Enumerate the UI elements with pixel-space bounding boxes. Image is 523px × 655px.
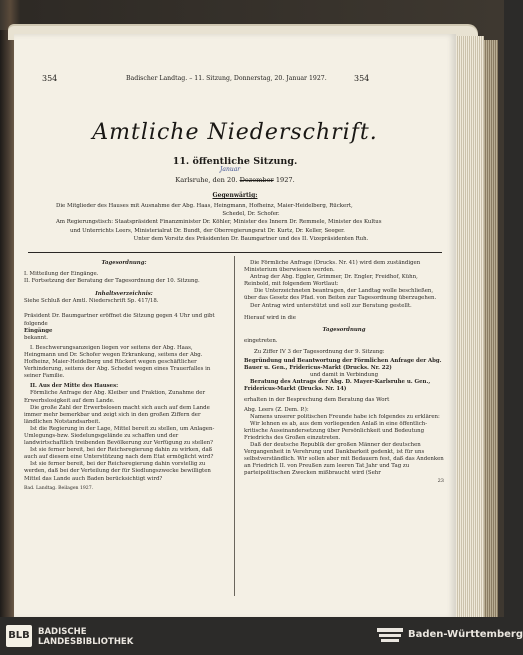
book-cover-edge xyxy=(484,40,498,617)
right-bold-paragraph: Beratung des Antrags der Abg. D. Mayer-Karlsruhe u. Gen., Fridericus-Markt (Drucks. Nr. 14) xyxy=(244,379,431,393)
left-paragraph: Präsident Dr. Baumgartner eröffnet die Sitzung gegen 4 Uhr und gibt folgende xyxy=(24,313,215,327)
left-paragraph: I. Beschwerungsanzeigen liegen vor seitens der Abg. Haas, Heingmann und Dr. Schofer wegen Erkrankung, seitens der Abg. Hofheinz, Maier-Heidelberg und Rückert wegen geschäftlicher Verhinderung, seitens der Abg. Schedel wegen eines Trauerfalles in seiner Familie. xyxy=(24,344,211,380)
running-title: Badischer Landtag. – 11. Sitzung, Donnerstag, 20. Januar 1927. xyxy=(126,75,327,82)
agenda-heading-right: Tagesordnung xyxy=(322,326,366,333)
left-paragraph: Ist sie ferner bereit, bei der Reichsregierung dahin zu wirken, daß auch auf diesem eine Unterstützung nach dem Etat ermöglicht wird? xyxy=(24,447,214,461)
present-line: Die Mitglieder des Hauses mit Ausnahme der Abg. Haas, Heingmann, Hofheinz, Maier-Heidelberg, Rückert, xyxy=(56,203,353,209)
state-name[interactable]: Baden-Württemberg xyxy=(408,629,523,640)
document-page xyxy=(14,34,456,619)
incoming-heading: Eingänge xyxy=(24,327,53,334)
left-paragraph: bekannt. xyxy=(24,334,48,341)
page-number-right: 354 xyxy=(354,74,370,83)
right-paragraph: Wir lehnen es ab, aus dem vorliegenden Anlaß in eine öffentlich-kritische Auseinandersetzung über Persönlichkeit und Bedeutung Friedrichs des Großen einzutreten. xyxy=(244,420,428,441)
right-column xyxy=(244,260,444,485)
viewer-footer xyxy=(0,617,523,655)
left-column xyxy=(24,260,224,492)
left-paragraph: Ist sie ferner bereit, bei der Reichsregierung dahin vorstellig zu werden, daß bei der Verteilung der für Siedlungszwecke bewilligten Mittel das Lande auch Baden berücksichtigt wird? xyxy=(24,461,211,482)
library-name-line2: LANDESBIBLIOTHEK xyxy=(38,637,134,647)
left-paragraph: I. Mitteilung der Eingänge. xyxy=(24,271,99,278)
book-spine xyxy=(0,30,14,617)
right-paragraph: Hierauf wird in die xyxy=(244,314,296,321)
blb-logo-icon[interactable]: BLB xyxy=(6,625,32,647)
house-heading: II. Aus der Mitte des Hauses: xyxy=(30,383,119,390)
page-number-left: 354 xyxy=(42,74,58,83)
left-footnote: Bad. Landtag. Beilagen 1927. xyxy=(24,485,94,491)
right-paragraph: und damit in Verbindung xyxy=(309,372,379,379)
divider-rule xyxy=(28,252,442,253)
present-line: Schedel, Dr. Schofer. xyxy=(222,211,280,218)
baden-wuerttemberg-coat-of-arms-icon[interactable] xyxy=(376,627,404,645)
present-line: Unter dem Vorsitz des Präsidenten Dr. Baumgartner und des II. Vizepräsidenten Ruh. xyxy=(133,235,369,242)
date-prefix: Karlsruhe, den 20. xyxy=(175,176,238,184)
present-heading: Gegenwärtig: xyxy=(212,192,258,199)
present-line: Am Regierungstisch: Staatspräsident Finanzminister Dr. Köhler, Minister des Innern Dr. Remmele, Minister des Kultus xyxy=(56,219,382,226)
date-line xyxy=(14,176,456,184)
right-paragraph: Namens unserer politischen Freunde habe ich folgendes zu erklären: xyxy=(250,413,440,420)
right-paragraph: Abg. Leers (Z. Dem. P.): xyxy=(244,406,309,413)
contents-heading: Inhaltsverzeichnis: xyxy=(95,291,153,298)
right-paragraph: Daß der deutsche Republik der großen Männer der deutschen Vergangenheit in Verehrung und Dankbarkeit gedenkt, ist für uns selbstverständlich. Wir sollen aber mit Bedauern fest, daß das Andenken an Friedrich II. von Preußen zum leeren Tat Jahr und Tag zu parteipolitischen Zwecken mißbraucht wird (Sehr xyxy=(244,442,444,477)
present-line: und Unterrichts Leers, Ministerialrat Dr. Bundt, der Oberregierungsrat Dr. Kurtz, Dr. Keller, Seeger. xyxy=(70,227,345,234)
left-paragraph: II. Fortsetzung der Beratung der Tagesordnung der 10. Sitzung. xyxy=(24,278,200,285)
right-paragraph: Die Förmliche Anfrage (Drucks. Nr. 41) wird dem zuständigen Ministerium überwiesen werden. xyxy=(244,260,421,274)
agenda-heading: Tagesordnung: xyxy=(101,260,147,266)
signature-mark: 23 xyxy=(437,477,444,484)
right-paragraph: Der Antrag wird unterstützt und soll zur Beratung gestellt. xyxy=(250,302,412,309)
right-bold-paragraph: Begründung und Beantwortung der Förmlichen Anfrage der Abg. Bauer u. Gen., Fridericus-Markt (Drucks. Nr. 22) xyxy=(244,358,442,372)
document-title: Amtliche Niederschrift. xyxy=(92,120,378,145)
date-year: 1927. xyxy=(275,176,295,184)
right-paragraph: eingetreten. xyxy=(244,337,278,344)
date-handwritten: Januar xyxy=(220,166,241,173)
library-name[interactable] xyxy=(38,627,133,647)
left-paragraph: Siehe Schluß der Amtl. Niederschrift Sp. 417/18. xyxy=(24,298,159,305)
column-divider xyxy=(234,256,235,596)
right-paragraph: Zu Ziffer IV 3 der Tagesordnung der 9. Sitzung: xyxy=(254,348,385,355)
session-title: 11. öffentliche Sitzung. xyxy=(172,156,298,167)
left-paragraph: Die große Zahl der Erwerbslosen macht sich auch auf dem Lande immer mehr bemerkbar und zeigt sich in den großen Ziffern der ländlichen Notstandsarbeit. xyxy=(24,404,210,425)
right-paragraph: erhalten in der Besprechung dem Beratung das Wort xyxy=(244,396,390,403)
date-struck: Dezember xyxy=(239,176,274,184)
right-paragraph: Die Unterzeichneten beantragen, der Landtag wolle beschließen, über das Gesetz des Pfad. von Beiten zur Tagesordnung überzugehen. xyxy=(244,288,437,302)
page-stack-edge xyxy=(456,36,484,617)
right-paragraph: Antrag der Abg. Eggler, Grimmer, Dr. Engler, Freidhof, Kühn, Reinbold, mit folgendem Wortlaut: xyxy=(244,274,418,288)
present-block xyxy=(56,202,446,243)
library-name-line1: BADISCHE xyxy=(38,627,87,637)
left-paragraph: Ist die Regierung in der Lage, Mittel bereit zu stellen, um Anlagen-Umlegungs-bzw. Siedelungsgelände zu schaffen und der landwirtschaftlich treibenden Bevölkerung zur Verfügung zu stellen? xyxy=(24,425,215,447)
left-paragraph: Förmliche Anfrage der Abg. Kleiber und Fraktion, Zunahme der Erwerbslosigkeit auf dem Lande. xyxy=(24,390,206,404)
